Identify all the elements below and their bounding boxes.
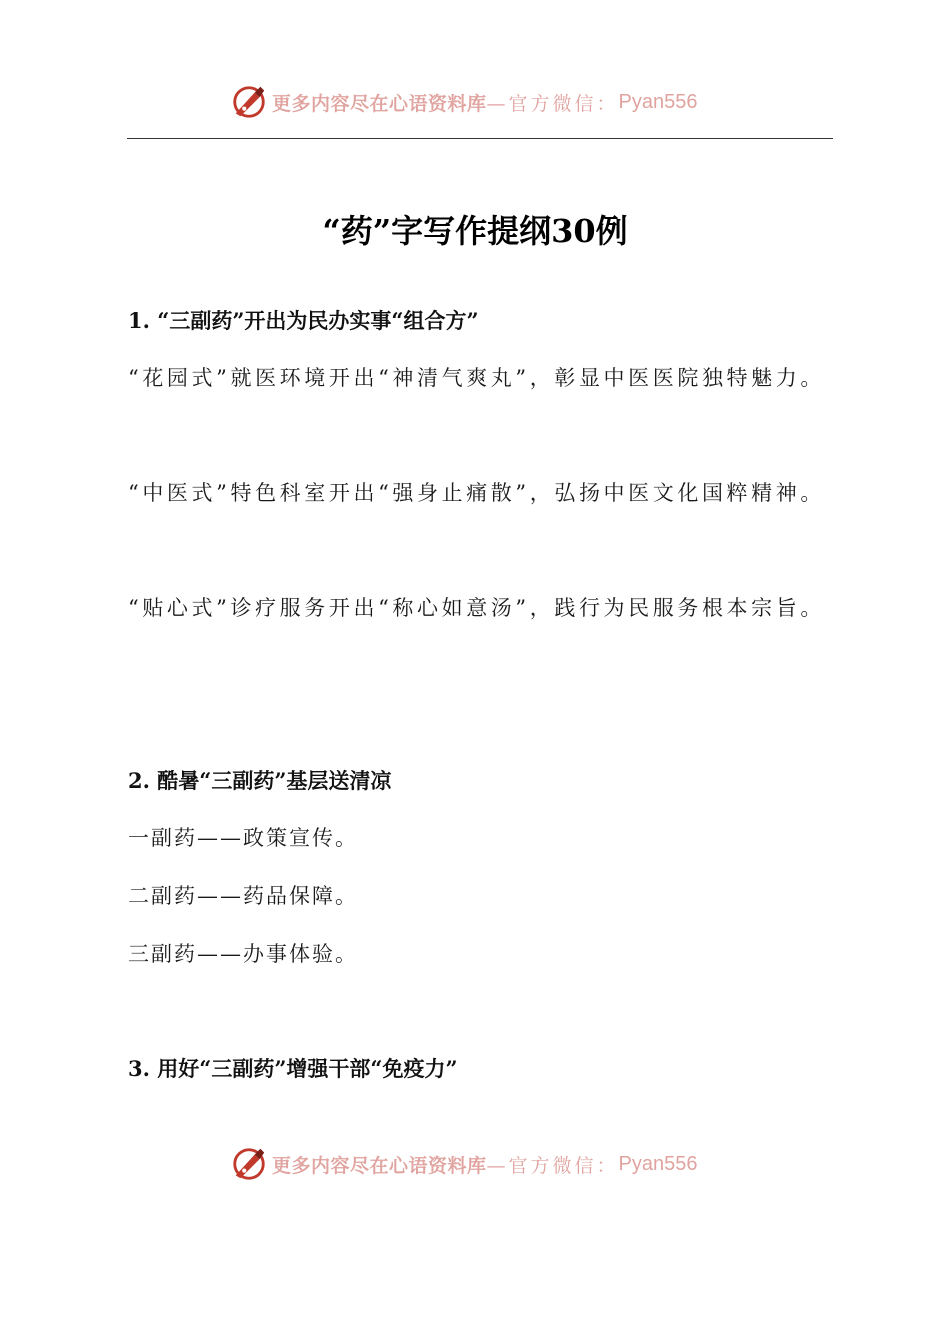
header-banner-official: —官方微信： xyxy=(486,92,619,115)
section-1-paragraph-2: “中医式”特色科室开出“强身止痛散”，弘扬中医文化国粹精神。 xyxy=(128,481,825,505)
footer-banner xyxy=(230,1144,698,1184)
header-divider xyxy=(127,138,833,139)
pen-logo-icon xyxy=(230,83,268,121)
section-1-paragraph-3: “贴心式”诊疗服务开出“称心如意汤”，践行为民服务根本宗旨。 xyxy=(128,596,825,620)
section-2-heading: 2. 酷暑“三副药”基层送清凉 xyxy=(128,768,392,793)
header-banner xyxy=(230,82,698,122)
section-3-heading: 3. 用好“三副药”增强干部“免疫力” xyxy=(128,1056,458,1081)
section-1-paragraph-1: “花园式”就医环境开出“神清气爽丸”，彰显中医医院独特魅力。 xyxy=(128,366,825,390)
header-banner-text: 更多内容尽在心语资料库 xyxy=(272,92,487,115)
header-banner-id: Pyan556 xyxy=(618,90,698,113)
section-2-line-3: 三副药——办事体验。 xyxy=(128,942,358,966)
footer-banner-text: 更多内容尽在心语资料库 xyxy=(272,1154,487,1177)
section-2-line-1: 一副药——政策宣传。 xyxy=(128,826,358,850)
section-1-heading: 1. “三副药”开出为民办实事“组合方” xyxy=(128,308,479,333)
pen-logo-icon xyxy=(230,1145,268,1183)
footer-banner-id: Pyan556 xyxy=(618,1152,698,1175)
document-title: “药”字写作提纲30例 xyxy=(322,212,628,250)
section-2-line-2: 二副药——药品保障。 xyxy=(128,884,358,908)
footer-banner-official: —官方微信： xyxy=(486,1154,619,1177)
